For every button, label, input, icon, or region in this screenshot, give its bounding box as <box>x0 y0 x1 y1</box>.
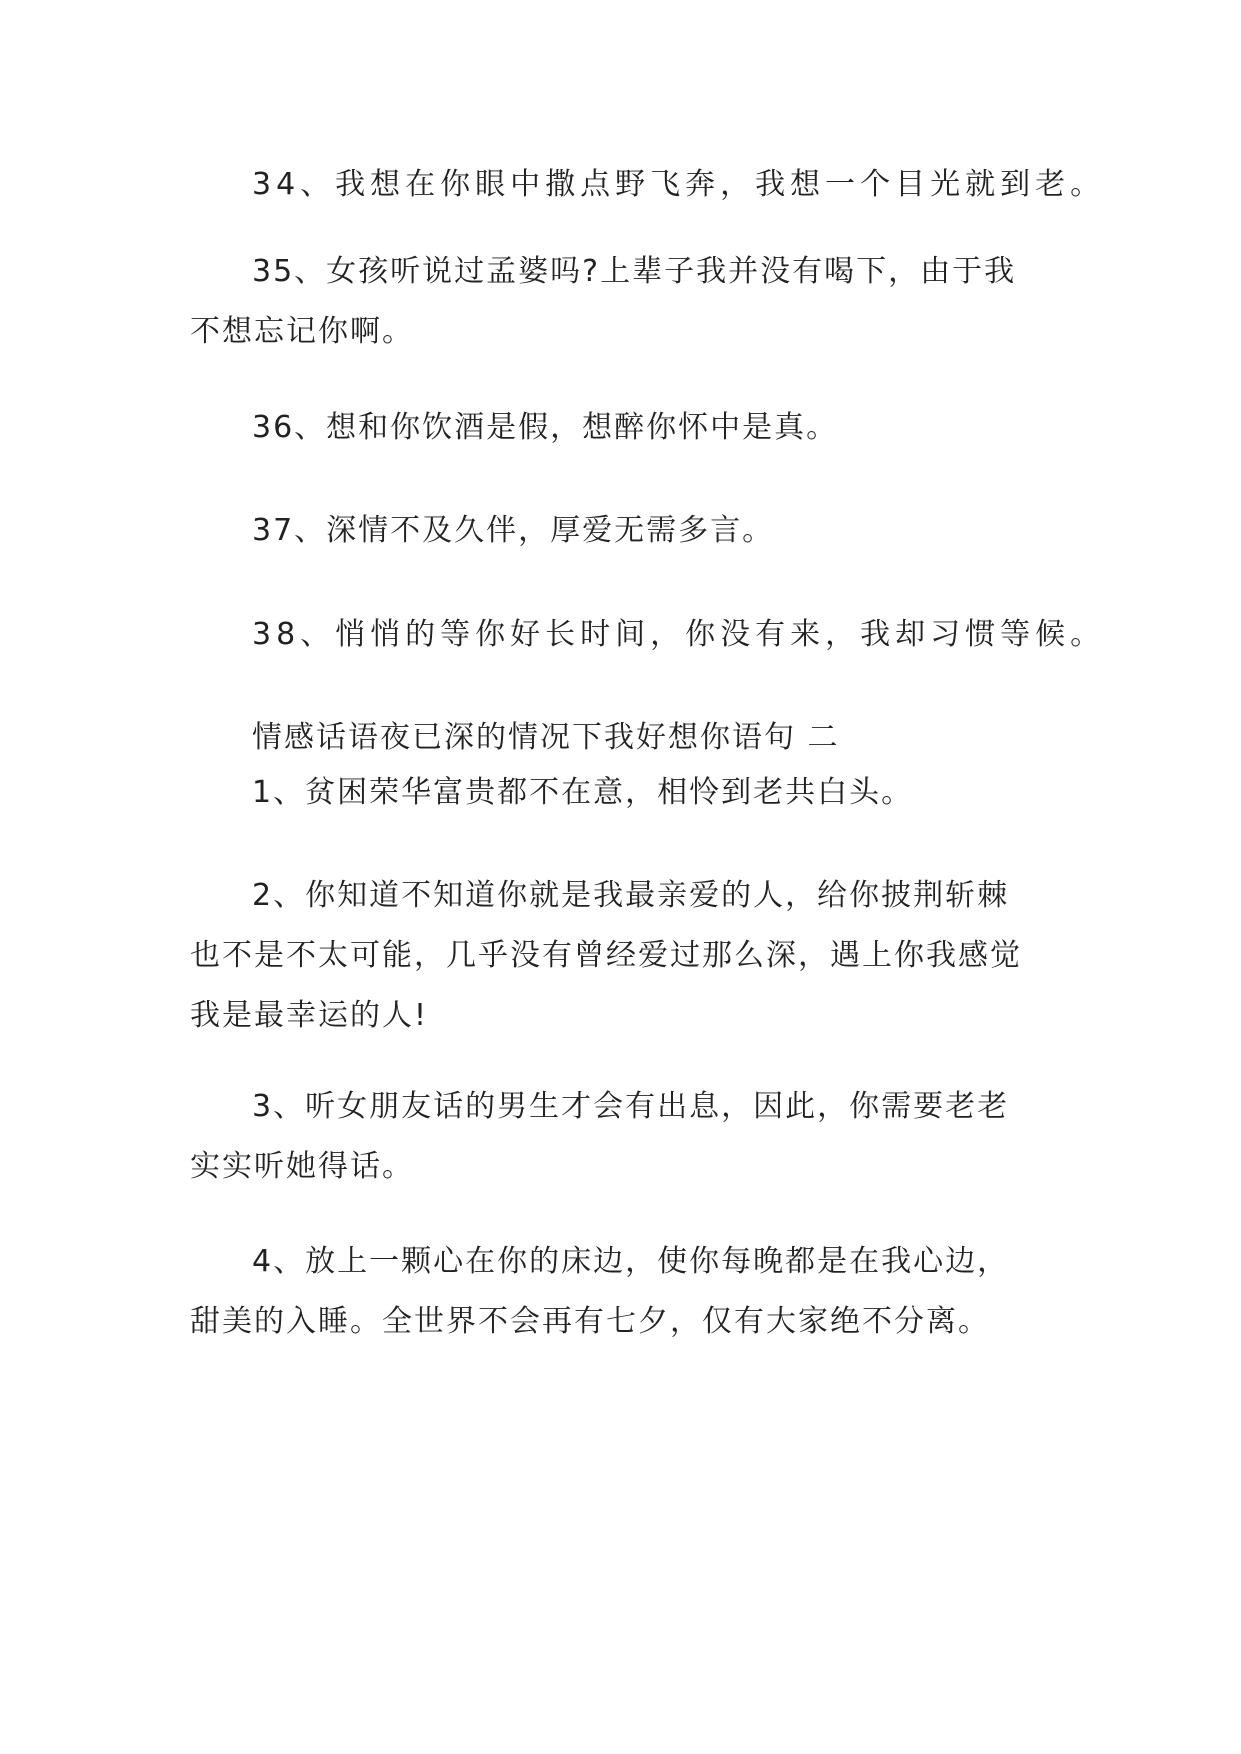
paragraph-4 <box>190 1232 1070 1352</box>
paragraph-line: 38、悄悄的等你好长时间，你没有来，我却习惯等候。 <box>252 617 1106 652</box>
paragraph-2 <box>190 866 1070 1046</box>
section-heading <box>190 708 1070 768</box>
paragraph-line: 甜美的入睡。全世界不会再有七夕，仅有大家绝不分离。 <box>190 1304 990 1339</box>
paragraph-36 <box>190 398 1070 458</box>
paragraph-34 <box>190 155 1106 215</box>
paragraph-line: 也不是不太可能，几乎没有曾经爱过那么深，遇上你我感觉 <box>190 938 1022 973</box>
paragraph-37 <box>190 501 1070 561</box>
paragraph-line: 36、想和你饮酒是假，想醉你怀中是真。 <box>252 410 839 445</box>
paragraph-line: 37、深情不及久伴，厚爱无需多言。 <box>252 513 775 548</box>
paragraph-line: 不想忘记你啊。 <box>190 314 414 349</box>
paragraph-3 <box>190 1077 1070 1197</box>
paragraph-line: 实实听她得话。 <box>190 1149 414 1184</box>
section-heading-text: 情感话语夜已深的情况下我好想你语句 二 <box>252 720 840 755</box>
paragraph-line: 3、听女朋友话的男生才会有出息，因此，你需要老老 <box>252 1089 1010 1124</box>
paragraph-1 <box>190 763 1070 823</box>
paragraph-line: 我是最幸运的人! <box>190 998 429 1033</box>
paragraph-38 <box>190 605 1106 665</box>
paragraph-line: 34、我想在你眼中撒点野飞奔，我想一个目光就到老。 <box>252 167 1106 202</box>
paragraph-line: 4、放上一颗心在你的床边，使你每晚都是在我心边， <box>252 1244 1010 1279</box>
paragraph-line: 1、贫困荣华富贵都不在意，相怜到老共白头。 <box>252 775 914 810</box>
paragraph-line: 2、你知道不知道你就是我最亲爱的人，给你披荆斩棘 <box>252 878 1010 913</box>
paragraph-line: 35、女孩听说过孟婆吗?上辈子我并没有喝下，由于我 <box>252 254 1017 289</box>
paragraph-35 <box>190 242 1070 362</box>
